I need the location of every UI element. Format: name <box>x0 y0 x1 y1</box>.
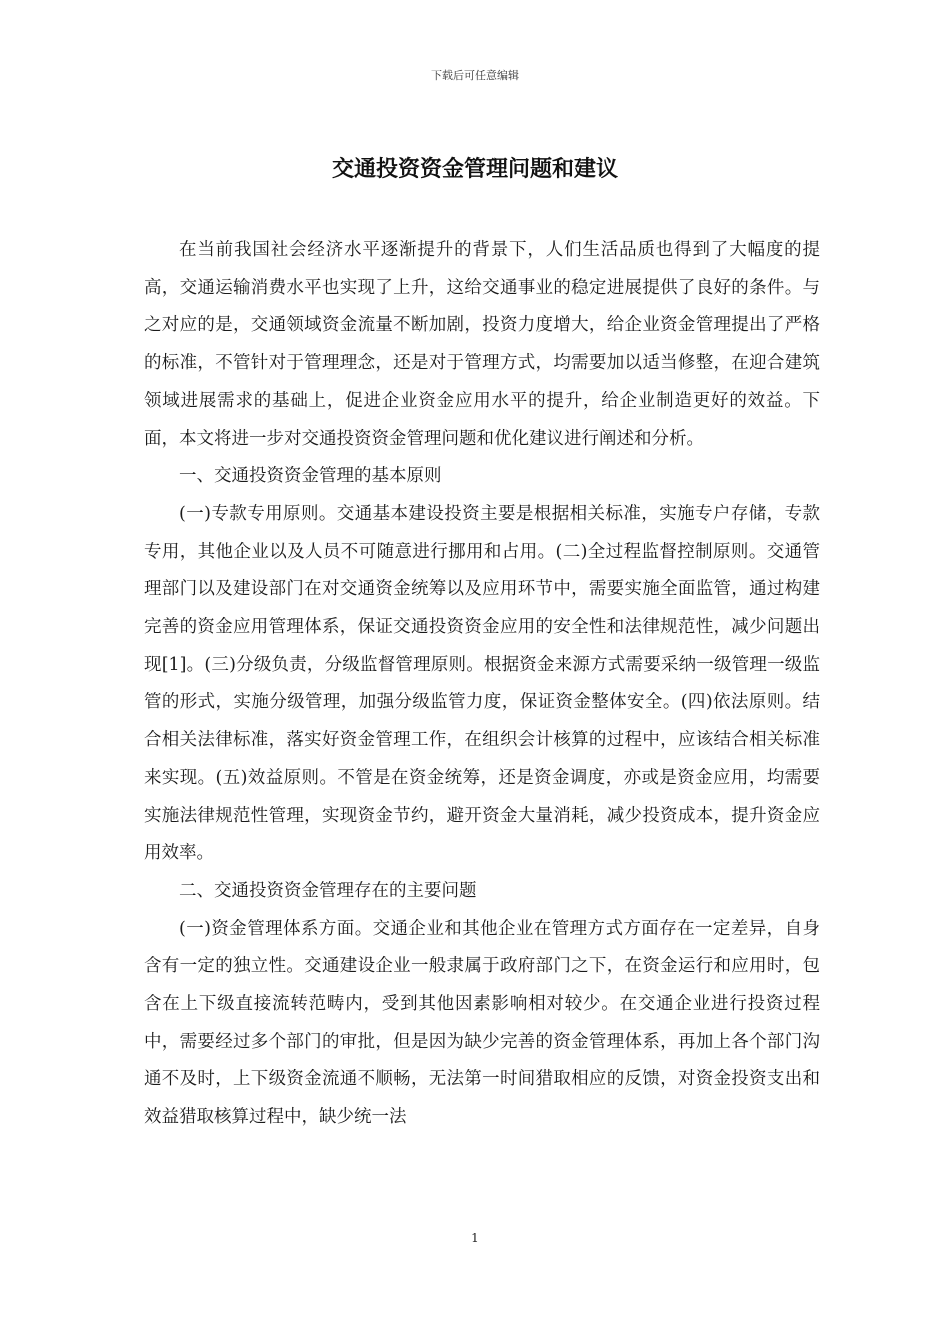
intro-paragraph: 在当前我国社会经济水平逐渐提升的背景下，人们生活品质也得到了大幅度的提高，交通运输消费水平也实现了上升，这给交通事业的稳定进展提供了良好的条件。与之对应的是，交通领域资金流量不断加剧，投资力度增大，给企业资金管理提出了严格的标准，不管针对于管理理念，还是对于管理方式，均需要加以适当修整，在迎合建筑领域进展需求的基础上，促进企业资金应用水平的提升，给企业制造更好的效益。下面，本文将进一步对交通投资资金管理问题和优化建议进行阐述和分析。 <box>144 240 820 449</box>
page-number: 1 <box>471 1231 479 1245</box>
document-title: 交通投资资金管理问题和建议 <box>331 156 618 182</box>
section-heading-1: 一、交通投资资金管理的基本原则 <box>179 466 442 487</box>
document-body <box>144 232 820 1137</box>
principles-paragraph: (一)专款专用原则。交通基本建设投资主要是根据相关标准，实施专户存储，专款专用，其他企业以及人员不可随意进行挪用和占用。(二)全过程监督控制原则。交通管理部门以及建设部门在对交通资金统筹以及应用环节中，需要实施全面监管，通过构建完善的资金应用管理体系，保证交通投资资金应用的安全性和法律规范性，减少问题出现[1]。(三)分级负责，分级监督管理原则。根据资金来源方式需要采纳一级管理一级监管的形式，实施分级管理，加强分级监管力度，保证资金整体安全。(四)依法原则。结合相关法律标准，落实好资金管理工作，在组织会计核算的过程中，应该结合相关标准来实现。(五)效益原则。不管是在资金统筹，还是资金调度，亦或是资金应用，均需要实施法律规范性管理，实现资金节约，避开资金大量消耗，减少投资成本，提升资金应用效率。 <box>144 503 820 864</box>
problems-paragraph: (一)资金管理体系方面。交通企业和其他企业在管理方式方面存在一定差异，自身含有一定的独立性。交通建设企业一般隶属于政府部门之下，在资金运行和应用时，包含在上下级直接流转范畴内，受到其他因素影响相对较少。在交通企业进行投资过程中，需要经过多个部门的审批，但是因为缺少完善的资金管理体系，再加上各个部门沟通不及时，上下级资金流通不顺畅，无法第一时间猎取相应的反馈，对资金投资支出和效益猎取核算过程中，缺少统一法 <box>144 918 820 1128</box>
section-heading-2: 二、交通投资资金管理存在的主要问题 <box>179 880 477 901</box>
header-note: 下载后可任意编辑 <box>431 69 519 82</box>
